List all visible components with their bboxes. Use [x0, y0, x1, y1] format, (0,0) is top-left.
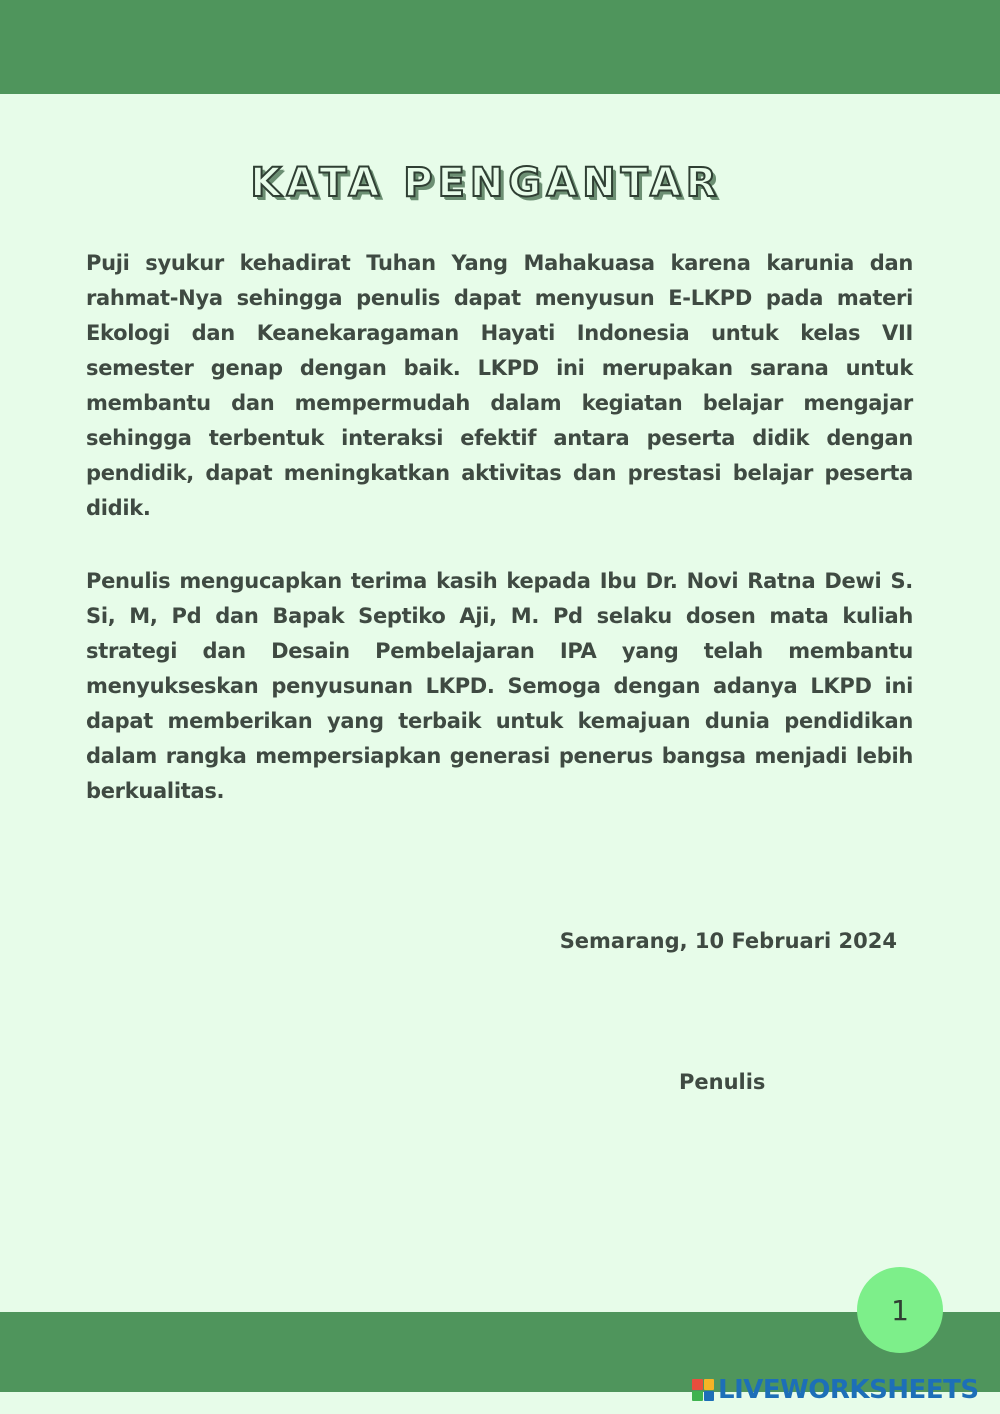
- signer-label: Penulis: [679, 1070, 766, 1094]
- page-number-badge: [857, 1267, 943, 1353]
- top-banner: [0, 0, 1000, 94]
- place-date: Semarang, 10 Februari 2024: [559, 929, 897, 953]
- acknowledgement-paragraph: Penulis mengucapkan terima kasih kepada Ibu Dr. Novi Ratna Dewi S. Si, M, Pd dan Bapak Septiko Aji, M. Pd selaku dosen mata kuliah strategi dan Desain Pembelajaran IPA yang telah membantu menyukseskan penyusunan LKPD. Semoga dengan adanya LKPD ini dapat memberikan yang terbaik untuk kemajuan dunia pendidikan dalam rangka mempersiapkan generasi penerus bangsa menjadi lebih berkualitas.: [86, 569, 913, 803]
- watermark-text: LIVEWORKSHEETS: [718, 1375, 979, 1405]
- logo-square-red: [692, 1379, 703, 1390]
- logo-square-blue: [704, 1391, 715, 1402]
- page-number: 1: [891, 1293, 909, 1327]
- liveworksheets-logo-icon: [692, 1379, 714, 1401]
- intro-paragraph: Puji syukur kehadirat Tuhan Yang Mahakuasa karena karunia dan rahmat-Nya sehingga penulis dapat menyusun E-LKPD pada materi Ekologi dan Keanekaragaman Hayati Indonesia untuk kelas VII semester genap dengan baik. LKPD ini merupakan sarana untuk membantu dan mempermudah dalam kegiatan belajar mengajar sehingga terbentuk interaksi efektif antara peserta didik dengan pendidik, dapat meningkatkan aktivitas dan prestasi belajar peserta didik.: [86, 251, 913, 520]
- logo-square-yellow: [704, 1379, 715, 1390]
- page-title: KATA PENGANTAR: [250, 160, 722, 206]
- logo-square-green: [692, 1391, 703, 1402]
- liveworksheets-watermark[interactable]: [692, 1374, 979, 1406]
